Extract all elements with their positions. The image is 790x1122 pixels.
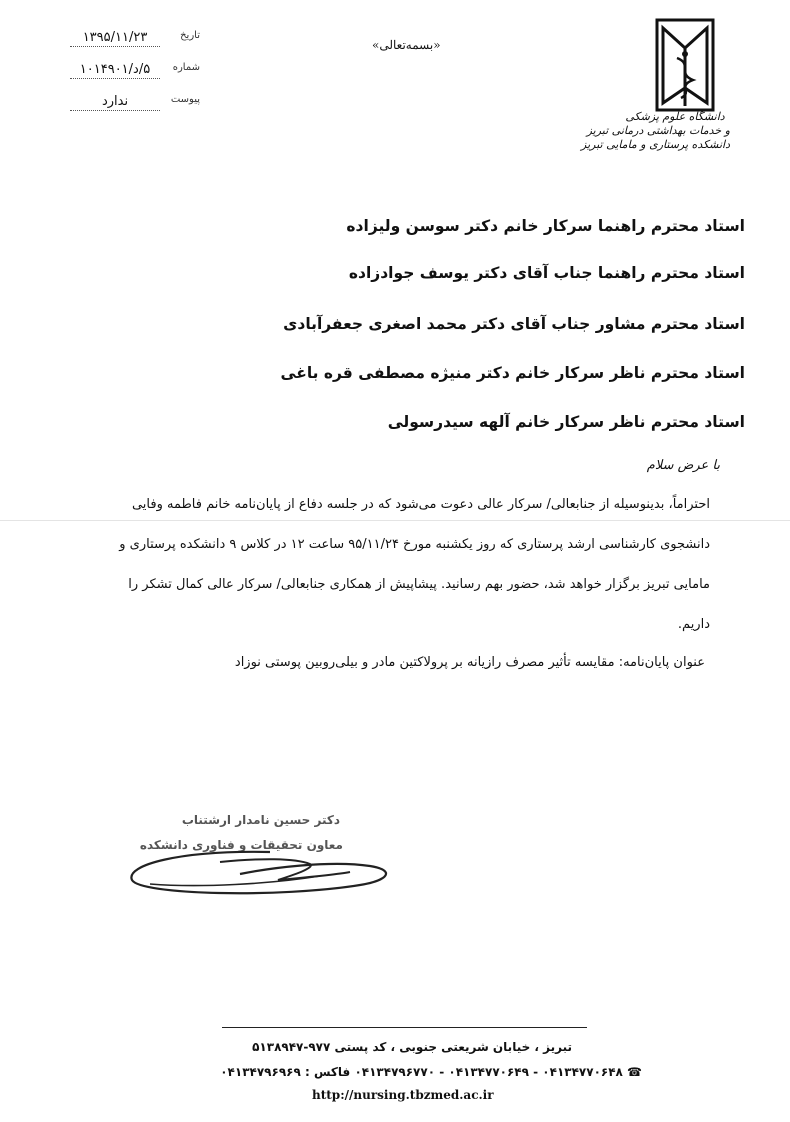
fold-line bbox=[0, 520, 790, 521]
logo-caption bbox=[581, 110, 730, 152]
signatory-title: معاون تحقیقات و فناوری دانشکده bbox=[139, 838, 343, 852]
footer-address: تبریز ، خیابان شریعتی جنوبی ، کد پستی ۹۷۷-۵۱۳۸۹۴۷ bbox=[252, 1040, 572, 1054]
logo-line: دانشگاه علوم پزشکی bbox=[625, 110, 725, 123]
body-line: احتراماً، بدینوسیله از جنابعالی/ سرکار عالی دعوت می‌شود که در جلسه دفاع از پایان‌نامه خانم فاطمه وفایی bbox=[131, 497, 710, 512]
footer-divider bbox=[222, 1027, 587, 1028]
footer-contact-numbers: ☎ ۰۴۱۳۴۷۷۰۶۴۸ - ۰۴۱۳۴۷۷۰۶۴۹ - ۰۴۱۳۴۷۹۶۷۷۰ فاکس : ۰۴۱۳۴۷۹۶۹۶۹ bbox=[220, 1065, 642, 1079]
basmala-heading: «بسمه‌تعالی» bbox=[372, 38, 441, 52]
salutation: با عرض سلام bbox=[646, 458, 720, 473]
body-line: مامایی تبریز برگزار خواهد شد، حضور بهم رسانید. پیشاپیش از همکاری جنابعالی/ سرکار عالی کمال تشکر را bbox=[128, 577, 710, 592]
handwritten-signature bbox=[120, 840, 400, 900]
attachment-field bbox=[70, 94, 200, 114]
thesis-title: عنوان پایان‌نامه: مقایسه تأثیر مصرف رازیانه بر پرولاکتین مادر و بیلی‌روبین پوستی نوزاد bbox=[234, 655, 705, 670]
body-line: دانشجوی کارشناسی ارشد پرستاری که روز یکشنبه مورخ ۹۵/۱۱/۲۴ ساعت ۱۲ در کلاس ۹ دانشکده پرستاری و bbox=[119, 537, 710, 552]
recipient-line: استاد محترم ناظر سرکار خانم آلهه سیدرسولی bbox=[387, 413, 745, 431]
footer-website-link[interactable]: http://nursing.tbzmed.ac.ir bbox=[312, 1088, 494, 1102]
university-logo bbox=[655, 18, 715, 118]
date-field bbox=[70, 30, 200, 50]
body-line: داریم. bbox=[677, 617, 710, 632]
date-value: ۱۳۹۵/۱۱/۲۳ bbox=[70, 30, 160, 47]
recipient-line: استاد محترم راهنما سرکار خانم دکتر سوسن ولیزاده bbox=[346, 217, 745, 235]
number-value: ۵/د/۱۰۱۴۹۰۱ bbox=[70, 62, 160, 79]
number-label: شماره bbox=[172, 62, 200, 73]
date-label: تاریخ bbox=[180, 30, 200, 41]
recipient-line: استاد محترم مشاور جناب آقای دکتر محمد اصغری جعفرآبادی bbox=[283, 315, 745, 333]
recipient-line: استاد محترم راهنما جناب آقای دکتر یوسف جوادزاده bbox=[348, 264, 745, 282]
recipient-line: استاد محترم ناظر سرکار خانم دکتر منیژه مصطفی قره باغی bbox=[280, 364, 745, 382]
attachment-label: پیوست bbox=[170, 94, 200, 105]
logo-line: دانشکده پرستاری و مامایی تبریز bbox=[581, 138, 730, 151]
signatory-name: دکتر حسین نامدار ارشتناب bbox=[181, 813, 340, 827]
logo-line: و خدمات بهداشتی درمانی تبریز bbox=[586, 124, 730, 137]
number-field bbox=[70, 62, 200, 82]
attachment-value: ندارد bbox=[70, 94, 160, 111]
